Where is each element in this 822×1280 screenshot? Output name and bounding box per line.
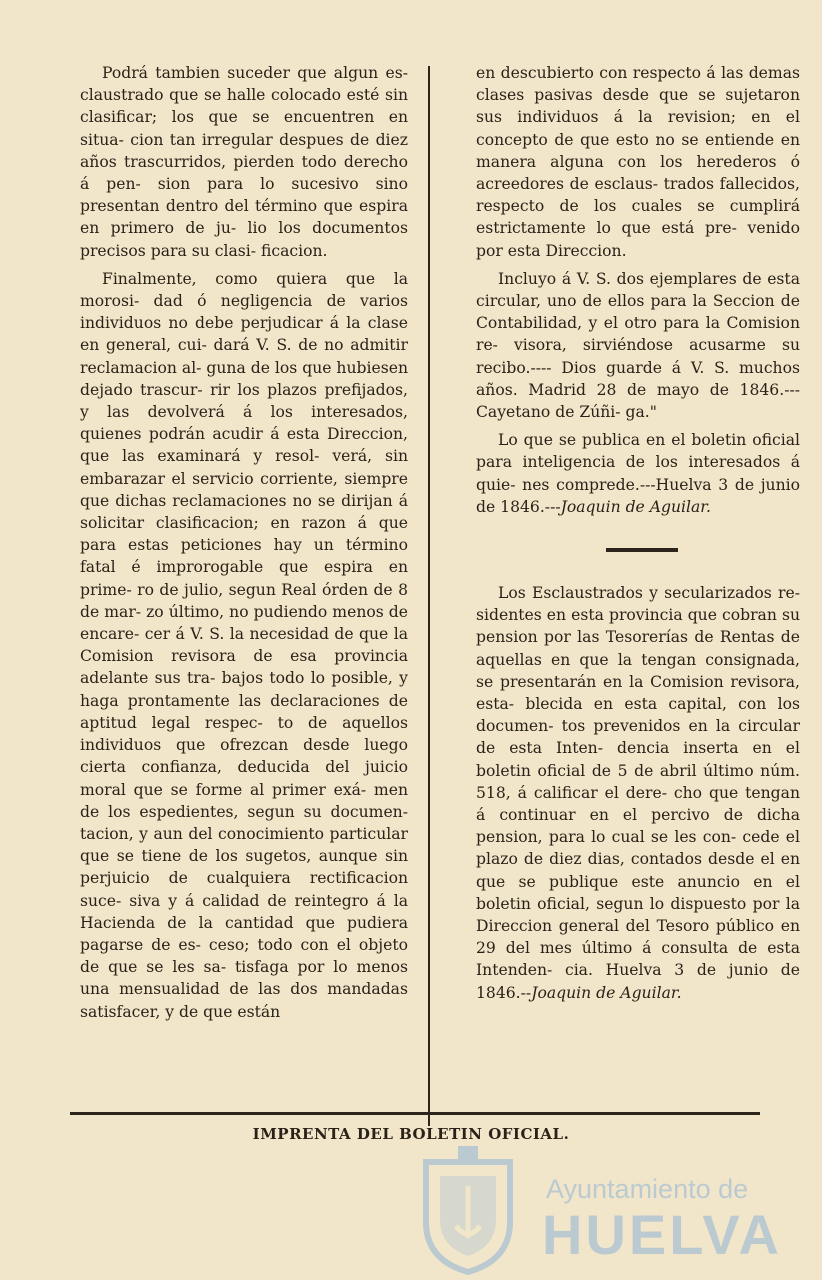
right-paragraph-3 [476,429,800,518]
archive-watermark [418,1130,818,1280]
watermark-line-1: Ayuntamiento de [546,1174,749,1204]
section-separator-rule [606,548,678,552]
city-seal-icon [418,1142,518,1277]
right-paragraph-2: Incluyo á V. S. dos ejemplares de esta circular, uno de ellos para la Seccion de Contabilidad, y el otro para la Comision re- visora, sirviéndose acusarme su recibo.---- Dios guarde á V. S. muchos años. Madrid 28 de mayo de 1846.---Cayetano de Zúñi- ga." [476,269,800,422]
left-paragraph-1: Podrá tambien suceder que algun es- claustrado que se halle colocado esté sin clasificar; los que se encuentren en situa- cion tan irregular despues de diez años trascurridos, pierden todo derecho á pen- sion para lo sucesivo sino presentan dentro del término que espira en primero de ju- lio los documentos precisos para su clasi- ficacion. [80,64,408,260]
column-divider [428,66,430,1126]
left-column [80,62,408,1029]
announcement-block [476,582,800,1010]
signature-aguilar-2: Joaquin de Aguilar. [531,983,682,1002]
printer-imprint: IMPRENTA DEL BOLETIN OFICIAL. [252,1125,570,1143]
signature-aguilar-1: Joaquin de Aguilar. [560,497,711,516]
watermark-line-2: HUELVA [542,1203,782,1266]
footer-rule [70,1112,760,1115]
announcement-text: Los Esclaustrados y secularizados re- sidentes en esta provincia que cobran su pension por las Tesorerías de Rentas de aquellas en que la tengan consignada, se presentarán en la Comision revisora, esta- blecida en esta capital, con los documen- tos prevenidos en la circular de esta Inten- dencia inserta en el boletin oficial de 5 de abril último núm. 518, á calificar el dere- cho que tengan á continuar en el percivo de dicha pension, para lo cual se les con- cede el plazo de diez dias, contados desde el en que se publique este anuncio en el boletin oficial, segun lo dispuesto por la Direccion general del Tesoro público en 29 del mes último á consulta de esta Intenden- cia. Huelva 3 de junio de 1846.-- [476,584,800,1002]
right-paragraph-3-text: Lo que se publica en el boletin oficial para inteligencia de los interesados á quie- nes comprede.---Huelva 3 de junio de 1846.--- [476,431,800,516]
announcement-paragraph [476,582,800,1004]
right-column [476,62,800,524]
right-paragraph-1: en descubierto con respecto á las demas clases pasivas desde que se sujetaron sus individuos á la revision; en el concepto de que esto no se entiende en manera alguna con los herederos ó acreedores de esclaus- trados fallecidos, respecto de los cuales se cumplirá estrictamente lo que está pre- venido por esta Direccion. [476,64,800,260]
left-paragraph-2: Finalmente, como quiera que la morosi- dad ó negligencia de varios individuos no debe perjudicar á la clase en general, cui- dará V. S. de no admitir reclamacion al- guna de los que hubiesen dejado trascur- rir los plazos prefijados, y las devolverá á los interesados, quienes podrán acudir á esta Direccion, que las examinará y resol- verá, sin embarazar el servicio corriente, siempre que dichas reclamaciones no se dirijan á solicitar clasificacion; en razon á que para estas peticiones hay un término fatal é improrogable que espira en prime- ro de julio, segun Real órden de 8 de mar- zo último, no pudiendo menos de encare- cer á V. S. la necesidad de que la Comision revisora de esa provincia adelante sus tra- bajos todo lo posible, y haga prontamente las declaraciones de aptitud legal respec- to de aquellos individuos que ofrezcan desde luego cierta confianza, deducida del juicio moral que se forme al primer exá- men de los espedientes, segun su documen- tacion, y aun del conocimiento particular que se tiene de los sugetos, aunque sin perjuicio de cualquiera rectificacion suce- siva y á calidad de reintegro á la Hacienda de la cantidad que pudiera pagarse de es- ceso; todo con el objeto de que se les sa- tisfaga por lo menos una mensualidad de las dos mandadas satisfacer, y de que están [80,269,408,1021]
